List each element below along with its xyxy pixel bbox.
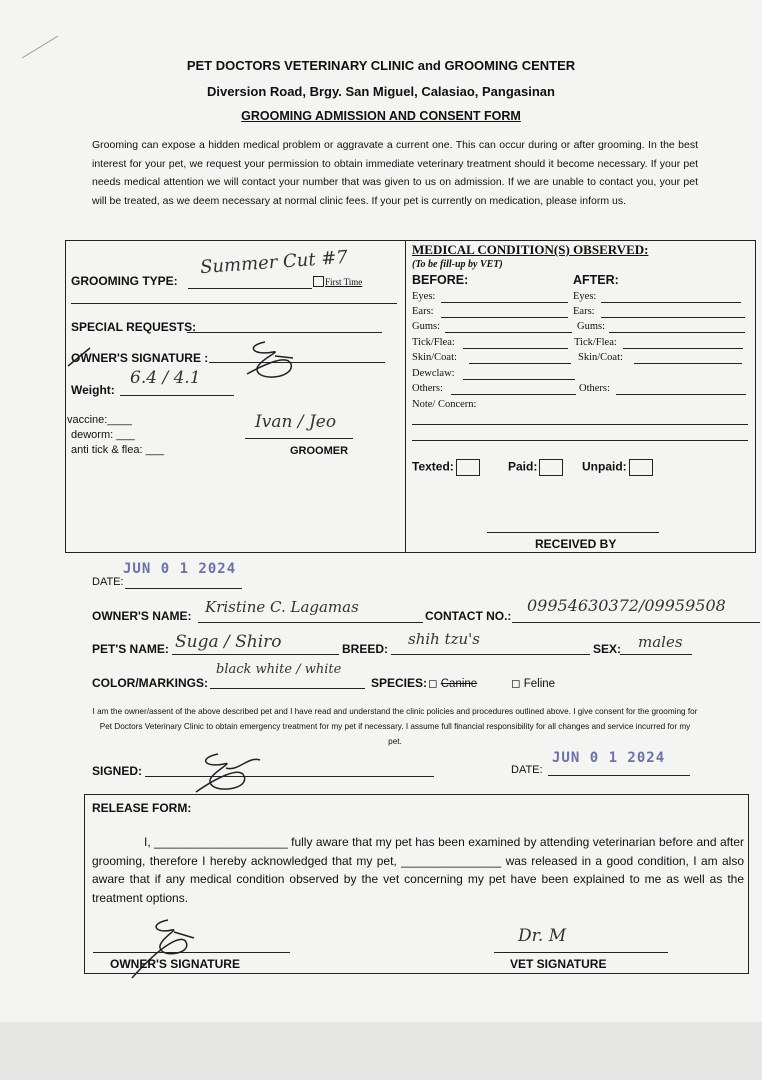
before-tickflea-label: Tick/Flea: [412,337,455,348]
signed-signature-scribble [190,748,270,800]
before-eyes-line[interactable] [441,302,568,303]
antitick-label: anti tick & flea: ___ [71,444,164,456]
deworm-label: deworm: ___ [71,429,135,441]
unpaid-checkbox[interactable] [629,459,653,476]
after-tickflea-label: Tick/Flea: [574,337,617,348]
page-edge-shadow [0,1022,762,1080]
signed-label: SIGNED: [92,764,143,778]
signed-date-line [548,775,690,776]
received-by-line[interactable] [487,532,659,533]
owner-release-signature-label: OWNER'S SIGNATURE [110,957,240,971]
contact-line [512,622,760,623]
pet-name-line [172,654,339,655]
before-ears-label: Ears: [412,306,434,317]
canine-label: Canine [440,678,478,690]
date-line [125,588,242,589]
before-others-label: Others: [412,383,443,394]
groomer-value[interactable]: Ivan / Jeo [255,412,337,432]
special-requests-label: SPECIAL REQUESTS: [71,320,197,334]
after-eyes-label: Eyes: [573,291,597,302]
before-dewclaw-line[interactable] [463,379,575,380]
after-eyes-line[interactable] [601,302,741,303]
after-gums-line[interactable] [609,332,745,333]
grooming-type-line [188,288,312,289]
owner-label-slash [64,340,104,370]
medical-condition-title: MEDICAL CONDITION(S) OBSERVED: [412,242,649,257]
grooming-type-value[interactable]: Summer Cut #7 [199,246,349,279]
color-markings-line [210,688,365,689]
sex-label: SEX: [593,642,622,656]
received-by-label: RECEIVED BY [535,537,617,551]
after-tickflea-line[interactable] [623,348,743,349]
date-stamp[interactable]: JUN 0 1 2024 [123,561,237,577]
breed-line [391,654,590,655]
owner-signature-label: OWNER'S SIGNATURE : [71,351,209,365]
before-ears-line[interactable] [441,317,568,318]
date-label: DATE: [92,576,124,588]
pet-name-value[interactable]: Suga / Shiro [175,632,282,652]
note-line-1[interactable] [412,424,748,425]
before-tickflea-line[interactable] [463,348,568,349]
owner-name-line [198,622,423,623]
release-owner-signature-scribble [122,914,212,986]
intro-paragraph: Grooming can expose a hidden medical problem or aggravate a current one. This can occur during or after grooming. In the best interest for your pet, we request your permission to obtain immediate veterinary treatment should it become necessary. If your pet needs medical attention we will contact your number that was given to us on admission. If we are unable to contact you, your pet will be treated, as we deem necessary at normal clinic fees. If your pet is currently on medication, please inform us. [92,139,698,207]
vet-fill-note: (To be fill-up by VET) [412,259,503,270]
after-label: AFTER: [573,273,619,287]
after-others-line[interactable] [616,394,746,395]
paid-checkbox[interactable] [539,459,563,476]
feline-checkbox[interactable]: ◻ [511,678,521,690]
pet-name-label: PET'S NAME: [92,642,169,656]
consent-paragraph: I am the owner/assent of the above described pet and I have read and understand the clinic policies and procedures outlined above. I give consent for the grooming for Pet Doctors Veterinary Clinic to obtain emergency treatment for my pet if necessary. I assume full financial responsibility for all changes and service incurred for my pet. [92,707,698,746]
vet-signature-line[interactable] [494,952,668,953]
special-requests-line[interactable] [187,332,382,333]
breed-label: BREED: [342,642,389,656]
weight-value[interactable]: 6.4 / 4.1 [130,368,201,388]
color-markings-value[interactable]: black white / white [216,662,342,677]
note-line-2[interactable] [412,440,748,441]
note-concern-label: Note/ Concern: [412,399,477,410]
after-ears-line[interactable] [601,317,745,318]
before-skincoat-label: Skin/Coat: [412,352,457,363]
signed-date-stamp[interactable]: JUN 0 1 2024 [552,750,666,766]
after-skincoat-label: Skin/Coat: [578,352,623,363]
groomer-line [245,438,353,439]
first-time-label: First Time [325,277,363,287]
vet-signature-value: Dr. M [518,926,567,946]
unpaid-label: Unpaid: [582,459,653,476]
feline-option[interactable] [511,676,555,690]
grooming-type-line-2 [71,303,397,304]
owner-name-label: OWNER'S NAME: [92,609,192,623]
before-dewclaw-label: Dewclaw: [412,368,455,379]
weight-label: Weight: [71,383,115,397]
species-label: SPECIES: [371,676,428,690]
clinic-address: Diversion Road, Brgy. San Miguel, Calasiao, Pangasinan [207,84,555,99]
sex-value[interactable]: males [638,633,683,651]
feline-label: Feline [523,678,556,690]
before-gums-label: Gums: [412,321,441,332]
contact-label: CONTACT NO.: [425,609,512,623]
owner-signature-scribble [235,334,305,389]
canine-checkbox[interactable]: ◻ [428,678,438,690]
after-others-label: Others: [579,383,610,394]
vet-signature-label: VET SIGNATURE [510,957,607,971]
grooming-type-label: GROOMING TYPE: [71,274,178,288]
box-divider [405,241,406,552]
contact-value[interactable]: 09954630372/09959508 [527,596,726,615]
clinic-name: PET DOCTORS VETERINARY CLINIC and GROOMING CENTER [186,58,576,73]
texted-checkbox[interactable] [456,459,480,476]
after-ears-label: Ears: [573,306,595,317]
color-markings-label: COLOR/MARKINGS: [92,676,208,690]
signed-date-label: DATE: [511,764,543,776]
first-time-checkbox[interactable] [313,276,324,287]
form-title: GROOMING ADMISSION AND CONSENT FORM [241,109,521,123]
before-gums-line[interactable] [445,332,572,333]
after-gums-label: Gums: [577,321,606,332]
owner-name-value[interactable]: Kristine C. Lagamas [205,598,359,616]
vaccine-label: vaccine:____ [67,414,132,426]
breed-value[interactable]: shih tzu's [408,630,480,648]
before-label: BEFORE: [412,273,469,287]
before-skincoat-line[interactable] [469,363,571,364]
canine-option[interactable] [428,676,477,690]
before-eyes-label: Eyes: [412,291,436,302]
release-title: RELEASE FORM: [92,801,192,815]
before-others-line[interactable] [451,394,576,395]
signed-line[interactable] [145,776,434,777]
release-paragraph: I, ____________________ fully aware that my pet has been examined by attending veterinarian before and after grooming, therefore I hereby acknowledged that my pet, _______________ was released in a good condition, I am also aware that if any medical condition observed by the vet concerning my pet have been explained to me as well as the treatment options. [92,835,744,905]
after-skincoat-line[interactable] [634,363,742,364]
groomer-label: GROOMER [290,445,349,457]
sex-line [620,654,692,655]
weight-line [120,395,234,396]
paid-label: Paid: [508,459,563,476]
texted-label: Texted: [412,459,480,476]
